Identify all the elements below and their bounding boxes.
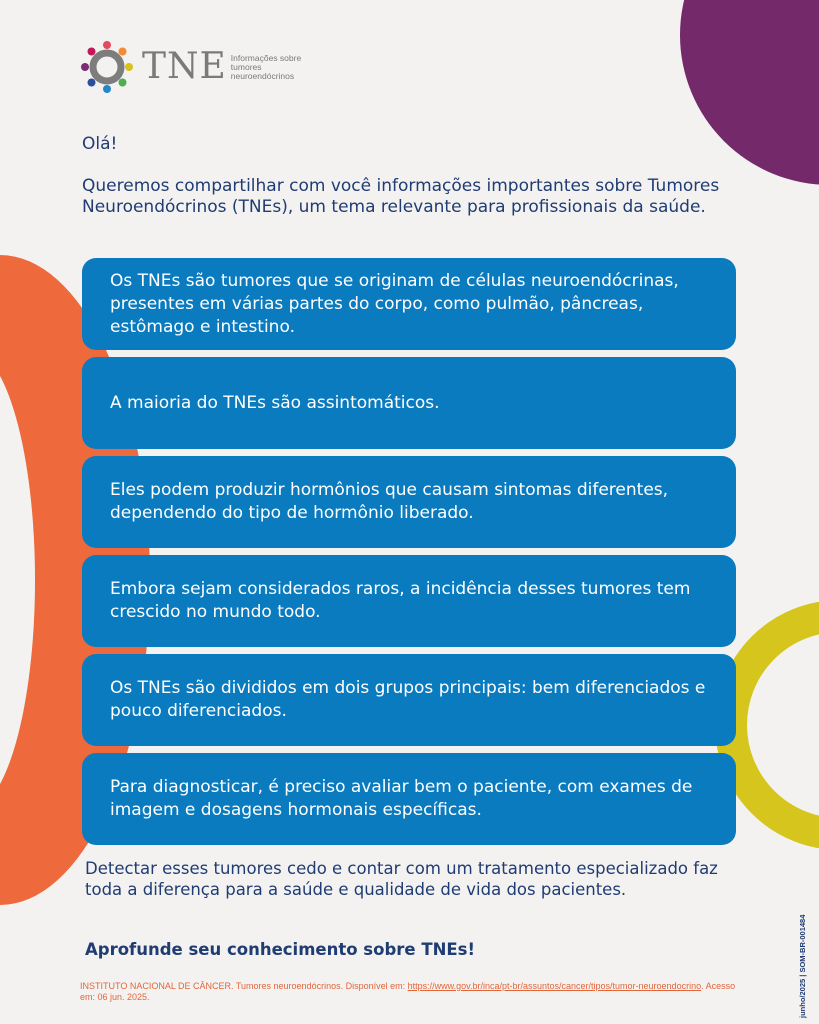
info-card	[82, 357, 736, 449]
info-card-text: Os TNEs são tumores que se originam de células neuroendócrinas, presentes em várias partes do corpo, como pulmão, pâncreas, estômago e intestino.	[110, 270, 679, 337]
closing-paragraph: Detectar esses tumores cedo e contar com um tratamento especializado faz toda a diferença para a saúde e qualidade de vida dos pacientes.	[85, 859, 718, 899]
info-card	[82, 258, 736, 350]
tne-logo	[78, 38, 303, 96]
intro-paragraph: Queremos compartilhar com você informações importantes sobre Tumores Neuroendócrinos (TNEs), um tema relevante para profissionais da saúde.	[82, 176, 720, 217]
info-card	[82, 456, 736, 548]
call-to-action: Aprofunde seu conhecimento sobre TNEs!	[85, 940, 476, 959]
info-card	[82, 753, 736, 845]
document-code: junho/2025 | SOM-BR-001484	[798, 914, 807, 1018]
gear-people-icon	[78, 38, 136, 96]
reference-citation	[80, 981, 740, 1003]
info-card	[82, 654, 736, 746]
greeting: Olá!	[82, 134, 118, 154]
info-card-text: Eles podem produzir hormônios que causam sintomas diferentes, dependendo do tipo de hormônio liberado.	[110, 480, 669, 523]
logo-wordmark: TNE	[142, 46, 227, 87]
reference-prefix: INSTITUTO NACIONAL DE CÂNCER. Tumores neuroendócrinos. Disponível em:	[80, 981, 408, 991]
info-card-text: A maioria do TNEs são assintomáticos.	[110, 392, 440, 413]
info-card	[82, 555, 736, 647]
purple-circle-decoration	[680, 0, 819, 185]
reference-link[interactable]: https://www.gov.br/inca/pt-br/assuntos/cancer/tipos/tumor-neuroendocrino	[407, 981, 702, 991]
reference-suffix: . Acesso em: 06 jun. 2025.	[80, 981, 736, 1002]
info-card-text: Para diagnosticar, é preciso avaliar bem o paciente, com exames de imagem e dosagens hormonais específicas.	[110, 777, 693, 820]
info-card-text: Embora sejam considerados raros, a incidência desses tumores tem crescido no mundo todo.	[110, 579, 691, 622]
logo-tagline: Informações sobre tumores neuroendócrinos	[230, 52, 302, 81]
info-card-text: Os TNEs são divididos em dois grupos principais: bem diferenciados e pouco diferenciados.	[110, 678, 706, 721]
